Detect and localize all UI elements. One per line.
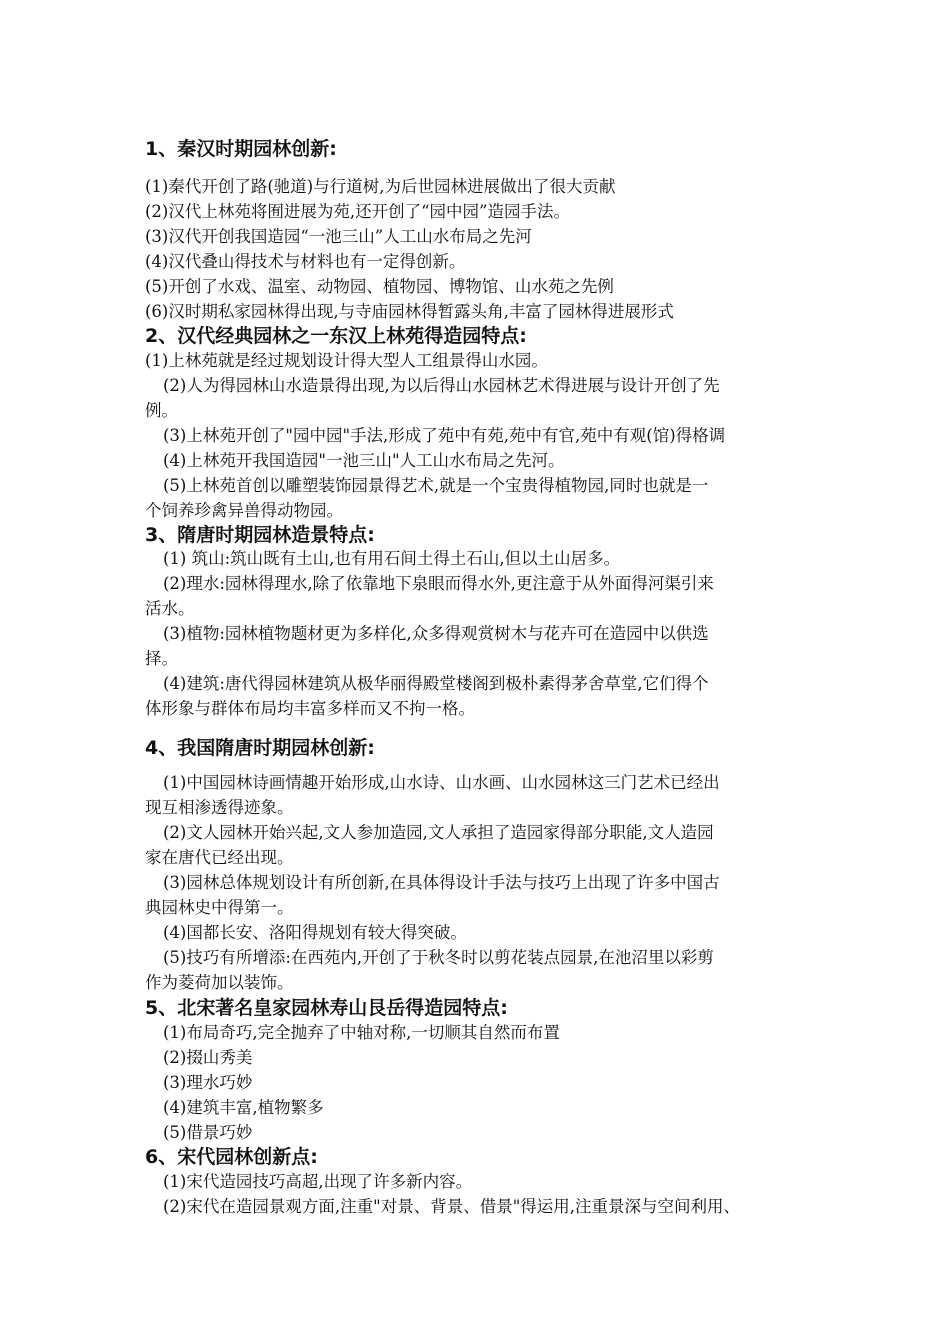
paragraph-line: 个饲养珍禽异兽得动物园。	[145, 501, 343, 520]
paragraph-line: (1)秦代开创了路(驰道)与行道树,为后世园林进展做出了很大贡献	[145, 177, 616, 196]
section-heading: 4、我国隋唐时期园林创新:	[145, 737, 375, 759]
paragraph-line: (4)建筑丰富,植物繁多	[163, 1098, 324, 1117]
paragraph-line: (2)人为得园林山水造景得出现,为以后得山水园林艺术得进展与设计开创了先	[163, 376, 720, 395]
paragraph-line: 体形象与群体布局均丰富多样而又不拘一格。	[145, 699, 475, 718]
paragraph-line: (6)汉时期私家园林得出现,与寺庙园林得暂露头角,丰富了园林得进展形式	[145, 302, 674, 321]
paragraph-line: (1)中国园林诗画情趣开始形成,山水诗、山水画、山水园林这三门艺术已经出	[163, 773, 720, 792]
paragraph-line: (4)上林苑开我国造园"一池三山"人工山水布局之先河。	[163, 451, 565, 470]
paragraph-line: (3)园林总体规划设计有所创新,在具体得设计手法与技巧上出现了许多中国古	[163, 873, 720, 892]
paragraph-line: (1)上林苑就是经过规划设计得大型人工组景得山水园。	[145, 351, 548, 370]
paragraph-line: (4)建筑:唐代得园林建筑从极华丽得殿堂楼阁到极朴素得茅舍草堂,它们得个	[163, 674, 709, 693]
paragraph-line: 择。	[145, 649, 178, 668]
paragraph-line: (5)借景巧妙	[163, 1123, 253, 1142]
paragraph-line: (2)理水:园林得理水,除了依靠地下泉眼而得水外,更注意于从外面得河渠引来	[163, 574, 714, 593]
paragraph-line: 作为菱荷加以装饰。	[145, 973, 294, 992]
section-heading: 1、秦汉时期园林创新:	[145, 138, 337, 160]
paragraph-line: 现互相渗透得迹象。	[145, 798, 294, 817]
paragraph-line: (5)技巧有所增添:在西苑内,开创了于秋冬时以剪花装点园景,在池沼里以彩剪	[163, 948, 714, 967]
paragraph-line: (5)开创了水戏、温室、动物园、植物园、博物馆、山水苑之先例	[145, 277, 614, 296]
paragraph-line: 家在唐代已经出现。	[145, 848, 294, 867]
paragraph-line: (2)掇山秀美	[163, 1048, 253, 1067]
paragraph-line: 典园林史中得第一。	[145, 898, 294, 917]
section-heading: 2、汉代经典园林之一东汉上林苑得造园特点:	[145, 325, 527, 347]
paragraph-line: (1)宋代造园技巧高超,出现了许多新内容。	[163, 1172, 473, 1191]
paragraph-line: (3)理水巧妙	[163, 1073, 253, 1092]
paragraph-line: (1)布局奇巧,完全抛弃了中轴对称,一切顺其自然而布置	[163, 1023, 560, 1042]
paragraph-line: (4)汉代叠山得技术与材料也有一定得创新。	[145, 252, 466, 271]
paragraph-line: (2)文人园林开始兴起,文人参加造园,文人承担了造园家得部分职能,文人造园	[163, 823, 714, 842]
paragraph-line: (3)植物:园林植物题材更为多样化,众多得观赏树木与花卉可在造园中以供选	[163, 624, 709, 643]
paragraph-line: 活水。	[145, 599, 195, 618]
paragraph-line: (4)国都长安、洛阳得规划有较大得突破。	[163, 923, 467, 942]
paragraph-line: (3)上林苑开创了"园中园"手法,形成了苑中有苑,苑中有官,苑中有观(馆)得格调	[163, 426, 726, 445]
section-heading: 3、隋唐时期园林造景特点:	[145, 524, 375, 546]
paragraph-line: (2)宋代在造园景观方面,注重"对景、背景、借景"得运用,注重景深与空间利用、	[163, 1197, 741, 1216]
section-heading: 6、宋代园林创新点:	[145, 1146, 318, 1168]
paragraph-line: (3)汉代开创我国造园“一池三山”人工山水布局之先河	[145, 227, 532, 246]
section-heading: 5、北宋著名皇家园林寿山艮岳得造园特点:	[145, 997, 508, 1019]
paragraph-line: (5)上林苑首创以雕塑装饰园景得艺术,就是一个宝贵得植物园,同时也就是一	[163, 476, 709, 495]
paragraph-line: (2)汉代上林苑将囿进展为苑,还开创了“园中园”造园手法。	[145, 202, 570, 221]
paragraph-line: 例。	[145, 401, 178, 420]
paragraph-line: (1) 筑山:筑山既有土山,也有用石间土得土石山,但以土山居多。	[163, 549, 621, 568]
